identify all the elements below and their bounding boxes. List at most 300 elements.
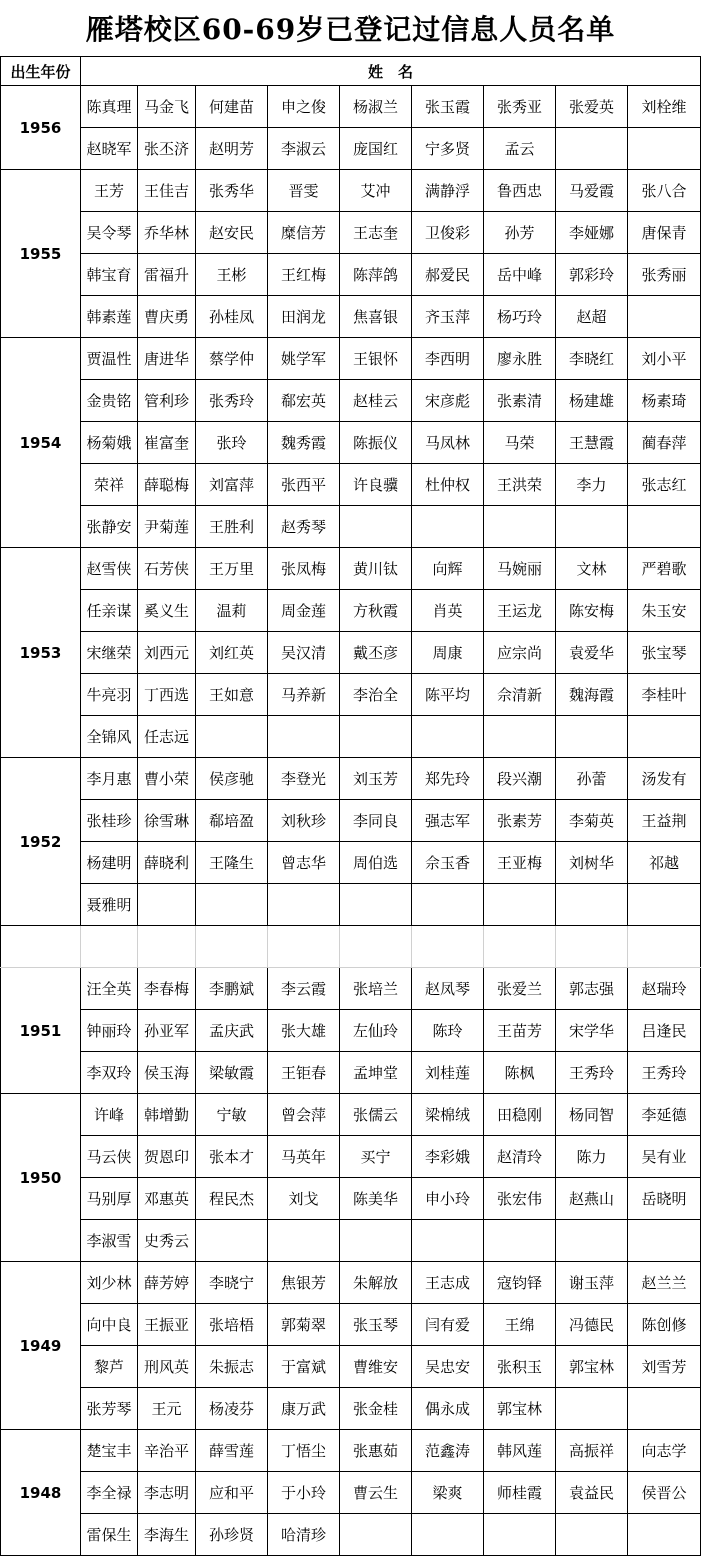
name-cell: 韩增勤 — [138, 1094, 196, 1136]
name-cell: 吕逢民 — [628, 1010, 701, 1052]
name-cell: 石芳侠 — [138, 548, 196, 590]
name-cell: 焦银芳 — [268, 1262, 340, 1304]
birth-year-cell: 1951 — [1, 968, 81, 1094]
name-cell: 王万里 — [196, 548, 268, 590]
name-cell: 许峰 — [81, 1094, 138, 1136]
birth-year-cell: 1954 — [1, 338, 81, 548]
name-cell: 李西明 — [412, 338, 484, 380]
name-cell: 张丕济 — [138, 128, 196, 170]
name-cell: 王胜利 — [196, 506, 268, 548]
table-row — [1, 1430, 701, 1472]
name-cell: 钟丽玲 — [81, 1010, 138, 1052]
name-cell: 张培梧 — [196, 1304, 268, 1346]
name-cell: 宋学华 — [556, 1010, 628, 1052]
name-cell: 曾会萍 — [268, 1094, 340, 1136]
name-cell: 朱振志 — [196, 1346, 268, 1388]
name-cell: 赵超 — [556, 296, 628, 338]
name-cell: 李力 — [556, 464, 628, 506]
name-cell: 康万武 — [268, 1388, 340, 1430]
name-cell: 杨淑兰 — [340, 86, 412, 128]
name-cell: 杨凌芬 — [196, 1388, 268, 1430]
name-cell: 田润龙 — [268, 296, 340, 338]
name-cell: 刘雪芳 — [628, 1346, 701, 1388]
table-row — [1, 380, 701, 422]
name-cell: 艾冲 — [340, 170, 412, 212]
name-cell: 祁越 — [628, 842, 701, 884]
blank-cell — [340, 926, 412, 968]
name-cell: 奚义生 — [138, 590, 196, 632]
name-cell: 张芳琴 — [81, 1388, 138, 1430]
name-cell: 马爱霞 — [556, 170, 628, 212]
empty-cell — [138, 884, 196, 926]
name-cell: 王秀玲 — [556, 1052, 628, 1094]
name-cell: 薛晓利 — [138, 842, 196, 884]
name-cell: 张玉霞 — [412, 86, 484, 128]
name-cell: 寇钧铎 — [484, 1262, 556, 1304]
name-cell: 李菊英 — [556, 800, 628, 842]
empty-cell — [412, 716, 484, 758]
birth-year-cell: 1955 — [1, 170, 81, 338]
name-cell: 赵清玲 — [484, 1136, 556, 1178]
roster-table — [0, 56, 701, 1556]
name-cell: 孙珍贤 — [196, 1514, 268, 1556]
name-cell: 刘秋珍 — [268, 800, 340, 842]
name-cell: 赵安民 — [196, 212, 268, 254]
empty-cell — [412, 884, 484, 926]
name-cell: 晋雯 — [268, 170, 340, 212]
table-row — [1, 1094, 701, 1136]
name-cell: 杨同智 — [556, 1094, 628, 1136]
name-cell: 梁爽 — [412, 1472, 484, 1514]
empty-cell — [268, 884, 340, 926]
table-row — [1, 170, 701, 212]
empty-cell — [196, 884, 268, 926]
name-cell: 张秀丽 — [628, 254, 701, 296]
name-cell: 李登光 — [268, 758, 340, 800]
name-cell: 李彩娥 — [412, 1136, 484, 1178]
name-cell: 王亚梅 — [484, 842, 556, 884]
name-cell: 师桂霞 — [484, 1472, 556, 1514]
name-cell: 程民杰 — [196, 1178, 268, 1220]
name-cell: 雷福升 — [138, 254, 196, 296]
name-cell: 聂雅明 — [81, 884, 138, 926]
empty-cell — [268, 1220, 340, 1262]
name-cell: 赵雪侠 — [81, 548, 138, 590]
name-cell: 张本才 — [196, 1136, 268, 1178]
empty-cell — [556, 1220, 628, 1262]
table-row — [1, 1472, 701, 1514]
name-cell: 应宗尚 — [484, 632, 556, 674]
empty-cell — [340, 716, 412, 758]
name-cell: 史秀云 — [138, 1220, 196, 1262]
name-cell: 戴丕彦 — [340, 632, 412, 674]
name-cell: 岳晓明 — [628, 1178, 701, 1220]
table-row — [1, 254, 701, 296]
name-cell: 王志成 — [412, 1262, 484, 1304]
name-cell: 刘小平 — [628, 338, 701, 380]
name-cell: 佘清新 — [484, 674, 556, 716]
name-cell: 刘西元 — [138, 632, 196, 674]
empty-cell — [412, 1514, 484, 1556]
name-cell: 田稳刚 — [484, 1094, 556, 1136]
name-cell: 王运龙 — [484, 590, 556, 632]
name-cell: 孙蕾 — [556, 758, 628, 800]
name-cell: 孙芳 — [484, 212, 556, 254]
name-cell: 丁西选 — [138, 674, 196, 716]
name-cell: 王秀玲 — [628, 1052, 701, 1094]
name-cell: 宋彦彪 — [412, 380, 484, 422]
name-cell: 曹庆勇 — [138, 296, 196, 338]
name-cell: 郗培盈 — [196, 800, 268, 842]
empty-cell — [628, 1514, 701, 1556]
name-cell: 张金桂 — [340, 1388, 412, 1430]
header-birth-year: 出生年份 — [1, 57, 81, 86]
name-cell: 冯德民 — [556, 1304, 628, 1346]
name-cell: 张素清 — [484, 380, 556, 422]
name-cell: 马荣 — [484, 422, 556, 464]
table-row — [1, 86, 701, 128]
name-cell: 韩素莲 — [81, 296, 138, 338]
name-cell: 陈振仪 — [340, 422, 412, 464]
name-cell: 闫有爱 — [412, 1304, 484, 1346]
name-cell: 管利珍 — [138, 380, 196, 422]
name-cell: 李桂叶 — [628, 674, 701, 716]
table-row — [1, 884, 701, 926]
name-cell: 吴忠安 — [412, 1346, 484, 1388]
name-cell: 唐保青 — [628, 212, 701, 254]
name-cell: 向辉 — [412, 548, 484, 590]
table-row — [1, 1514, 701, 1556]
name-cell: 糜信芳 — [268, 212, 340, 254]
name-cell: 李志明 — [138, 1472, 196, 1514]
empty-cell — [556, 1514, 628, 1556]
name-cell: 庞国红 — [340, 128, 412, 170]
name-cell: 肖英 — [412, 590, 484, 632]
name-cell: 张西平 — [268, 464, 340, 506]
name-cell: 范鑫涛 — [412, 1430, 484, 1472]
name-cell: 马云侠 — [81, 1136, 138, 1178]
name-cell: 张秀华 — [196, 170, 268, 212]
name-cell: 孟坤堂 — [340, 1052, 412, 1094]
name-cell: 于富斌 — [268, 1346, 340, 1388]
name-cell: 孙亚军 — [138, 1010, 196, 1052]
name-cell: 赵晓军 — [81, 128, 138, 170]
name-cell: 刘戈 — [268, 1178, 340, 1220]
empty-cell — [556, 128, 628, 170]
name-cell: 崔富奎 — [138, 422, 196, 464]
name-cell: 陈玲 — [412, 1010, 484, 1052]
name-cell: 向中良 — [81, 1304, 138, 1346]
name-cell: 杜仲权 — [412, 464, 484, 506]
name-cell: 杨巧玲 — [484, 296, 556, 338]
name-cell: 王芳 — [81, 170, 138, 212]
name-cell: 王钜春 — [268, 1052, 340, 1094]
table-row — [1, 128, 701, 170]
name-cell: 陈真理 — [81, 86, 138, 128]
table-row — [1, 590, 701, 632]
name-cell: 强志军 — [412, 800, 484, 842]
empty-cell — [484, 506, 556, 548]
name-cell: 李淑雪 — [81, 1220, 138, 1262]
name-cell: 马金飞 — [138, 86, 196, 128]
name-cell: 袁益民 — [556, 1472, 628, 1514]
empty-cell — [628, 296, 701, 338]
table-row — [1, 758, 701, 800]
empty-cell — [556, 716, 628, 758]
name-cell: 朱解放 — [340, 1262, 412, 1304]
name-cell: 楚宝丰 — [81, 1430, 138, 1472]
name-cell: 荣祥 — [81, 464, 138, 506]
name-cell: 张宏伟 — [484, 1178, 556, 1220]
header-name: 姓 名 — [81, 57, 701, 86]
name-cell: 张桂珍 — [81, 800, 138, 842]
name-cell: 廖永胜 — [484, 338, 556, 380]
empty-cell — [556, 506, 628, 548]
blank-cell — [268, 926, 340, 968]
name-cell: 张爱英 — [556, 86, 628, 128]
name-cell: 李双玲 — [81, 1052, 138, 1094]
birth-year-cell: 1950 — [1, 1094, 81, 1262]
name-cell: 曹维安 — [340, 1346, 412, 1388]
name-cell: 张凤梅 — [268, 548, 340, 590]
name-cell: 文林 — [556, 548, 628, 590]
table-row — [1, 296, 701, 338]
name-cell: 陈美华 — [340, 1178, 412, 1220]
name-cell: 李治全 — [340, 674, 412, 716]
name-cell: 赵燕山 — [556, 1178, 628, 1220]
name-cell: 王洪荣 — [484, 464, 556, 506]
name-cell: 李海生 — [138, 1514, 196, 1556]
name-cell: 张培兰 — [340, 968, 412, 1010]
table-row — [1, 506, 701, 548]
name-cell: 向志学 — [628, 1430, 701, 1472]
blank-cell — [556, 926, 628, 968]
name-cell: 满静浮 — [412, 170, 484, 212]
name-cell: 薛聪梅 — [138, 464, 196, 506]
empty-cell — [340, 884, 412, 926]
name-cell: 马别厚 — [81, 1178, 138, 1220]
empty-cell — [196, 716, 268, 758]
empty-cell — [484, 884, 556, 926]
name-cell: 王绵 — [484, 1304, 556, 1346]
name-cell: 方秋霞 — [340, 590, 412, 632]
name-cell: 徐雪琳 — [138, 800, 196, 842]
name-cell: 宋继荣 — [81, 632, 138, 674]
name-cell: 于小玲 — [268, 1472, 340, 1514]
birth-year-cell: 1952 — [1, 758, 81, 926]
name-cell: 周康 — [412, 632, 484, 674]
name-cell: 黄川钛 — [340, 548, 412, 590]
name-cell: 雷保生 — [81, 1514, 138, 1556]
empty-cell — [412, 1220, 484, 1262]
name-cell: 王隆生 — [196, 842, 268, 884]
name-cell: 郑先玲 — [412, 758, 484, 800]
name-cell: 李淑云 — [268, 128, 340, 170]
name-cell: 郭宝林 — [484, 1388, 556, 1430]
birth-year-cell: 1949 — [1, 1262, 81, 1430]
name-cell: 姚学军 — [268, 338, 340, 380]
name-cell: 梁棉绒 — [412, 1094, 484, 1136]
name-cell: 丁悟尘 — [268, 1430, 340, 1472]
name-cell: 张静安 — [81, 506, 138, 548]
name-cell: 杨建雄 — [556, 380, 628, 422]
table-row — [1, 422, 701, 464]
blank-cell — [138, 926, 196, 968]
name-cell: 牛亮羽 — [81, 674, 138, 716]
name-cell: 吴令琴 — [81, 212, 138, 254]
name-cell: 陈枫 — [484, 1052, 556, 1094]
name-cell: 张大雄 — [268, 1010, 340, 1052]
table-row — [1, 1136, 701, 1178]
name-cell: 韩风莲 — [484, 1430, 556, 1472]
name-cell: 汪全英 — [81, 968, 138, 1010]
table-row — [1, 716, 701, 758]
name-cell: 郭菊翠 — [268, 1304, 340, 1346]
name-cell: 张八合 — [628, 170, 701, 212]
name-cell: 孟庆武 — [196, 1010, 268, 1052]
name-cell: 蔡学仲 — [196, 338, 268, 380]
empty-cell — [628, 716, 701, 758]
name-cell: 赵明芳 — [196, 128, 268, 170]
name-cell: 左仙玲 — [340, 1010, 412, 1052]
name-cell: 郭志强 — [556, 968, 628, 1010]
name-cell: 孙桂凤 — [196, 296, 268, 338]
name-cell: 金贵铭 — [81, 380, 138, 422]
name-cell: 贾温性 — [81, 338, 138, 380]
empty-cell — [628, 1388, 701, 1430]
empty-cell — [340, 1220, 412, 1262]
name-cell: 曾志华 — [268, 842, 340, 884]
blank-cell — [196, 926, 268, 968]
empty-cell — [268, 716, 340, 758]
name-cell: 张儒云 — [340, 1094, 412, 1136]
name-cell: 刘玉芳 — [340, 758, 412, 800]
name-cell: 贺恩印 — [138, 1136, 196, 1178]
name-cell: 应和平 — [196, 1472, 268, 1514]
name-cell: 谢玉萍 — [556, 1262, 628, 1304]
name-cell: 侯玉海 — [138, 1052, 196, 1094]
name-cell: 张秀玲 — [196, 380, 268, 422]
table-row — [1, 464, 701, 506]
table-row — [1, 1052, 701, 1094]
name-cell: 偶永成 — [412, 1388, 484, 1430]
name-cell: 李鹏斌 — [196, 968, 268, 1010]
name-cell: 杨建明 — [81, 842, 138, 884]
name-cell: 张素芳 — [484, 800, 556, 842]
name-cell: 刘红英 — [196, 632, 268, 674]
name-cell: 温莉 — [196, 590, 268, 632]
name-cell: 马凤林 — [412, 422, 484, 464]
name-cell: 朱玉安 — [628, 590, 701, 632]
name-cell: 王慧霞 — [556, 422, 628, 464]
empty-cell — [628, 884, 701, 926]
table-row — [1, 338, 701, 380]
name-cell: 刘栓维 — [628, 86, 701, 128]
name-cell: 赵兰兰 — [628, 1262, 701, 1304]
empty-cell — [484, 1220, 556, 1262]
name-cell: 刘桂莲 — [412, 1052, 484, 1094]
name-cell: 魏海霞 — [556, 674, 628, 716]
name-cell: 乔华林 — [138, 212, 196, 254]
table-row — [1, 1010, 701, 1052]
blank-separator-row — [1, 926, 701, 968]
name-cell: 王银怀 — [340, 338, 412, 380]
name-cell: 鲁西忠 — [484, 170, 556, 212]
name-cell: 赵秀琴 — [268, 506, 340, 548]
table-row — [1, 674, 701, 716]
name-cell: 李娅娜 — [556, 212, 628, 254]
empty-cell — [628, 506, 701, 548]
empty-cell — [628, 128, 701, 170]
name-cell: 魏秀霞 — [268, 422, 340, 464]
name-cell: 陈创修 — [628, 1304, 701, 1346]
name-cell: 买宁 — [340, 1136, 412, 1178]
name-cell: 尹菊莲 — [138, 506, 196, 548]
name-cell: 周金莲 — [268, 590, 340, 632]
name-cell: 赵瑞玲 — [628, 968, 701, 1010]
name-cell: 李延德 — [628, 1094, 701, 1136]
birth-year-cell: 1956 — [1, 86, 81, 170]
empty-cell — [484, 716, 556, 758]
name-cell: 焦喜银 — [340, 296, 412, 338]
table-row — [1, 1304, 701, 1346]
name-cell: 陈力 — [556, 1136, 628, 1178]
name-cell: 张宝琴 — [628, 632, 701, 674]
name-cell: 王红梅 — [268, 254, 340, 296]
name-cell: 卫俊彩 — [412, 212, 484, 254]
name-cell: 薛芳婷 — [138, 1262, 196, 1304]
table-row — [1, 800, 701, 842]
name-cell: 李春梅 — [138, 968, 196, 1010]
name-cell: 张秀亚 — [484, 86, 556, 128]
name-cell: 韩宝育 — [81, 254, 138, 296]
table-row — [1, 842, 701, 884]
table-row — [1, 632, 701, 674]
empty-cell — [412, 506, 484, 548]
table-row — [1, 1388, 701, 1430]
name-cell: 侯彦驰 — [196, 758, 268, 800]
empty-cell — [628, 1220, 701, 1262]
name-cell: 佘玉香 — [412, 842, 484, 884]
name-cell: 刑风英 — [138, 1346, 196, 1388]
name-cell: 刘富萍 — [196, 464, 268, 506]
name-cell: 王振亚 — [138, 1304, 196, 1346]
name-cell: 王志奎 — [340, 212, 412, 254]
name-cell: 高振祥 — [556, 1430, 628, 1472]
name-cell: 陈安梅 — [556, 590, 628, 632]
name-cell: 马英年 — [268, 1136, 340, 1178]
blank-cell — [81, 926, 138, 968]
name-cell: 赵桂云 — [340, 380, 412, 422]
name-cell: 王如意 — [196, 674, 268, 716]
name-cell: 孟云 — [484, 128, 556, 170]
name-cell: 李同良 — [340, 800, 412, 842]
name-cell: 吴有业 — [628, 1136, 701, 1178]
name-cell: 王益荆 — [628, 800, 701, 842]
name-cell: 郝爱民 — [412, 254, 484, 296]
name-cell: 李全禄 — [81, 1472, 138, 1514]
name-cell: 邓惠英 — [138, 1178, 196, 1220]
name-cell: 申小玲 — [412, 1178, 484, 1220]
name-cell: 岳中峰 — [484, 254, 556, 296]
name-cell: 李月惠 — [81, 758, 138, 800]
name-cell: 王苗芳 — [484, 1010, 556, 1052]
name-cell: 张玲 — [196, 422, 268, 464]
name-cell: 蔺春萍 — [628, 422, 701, 464]
table-row — [1, 1262, 701, 1304]
name-cell: 曹云生 — [340, 1472, 412, 1514]
birth-year-cell: 1953 — [1, 548, 81, 758]
